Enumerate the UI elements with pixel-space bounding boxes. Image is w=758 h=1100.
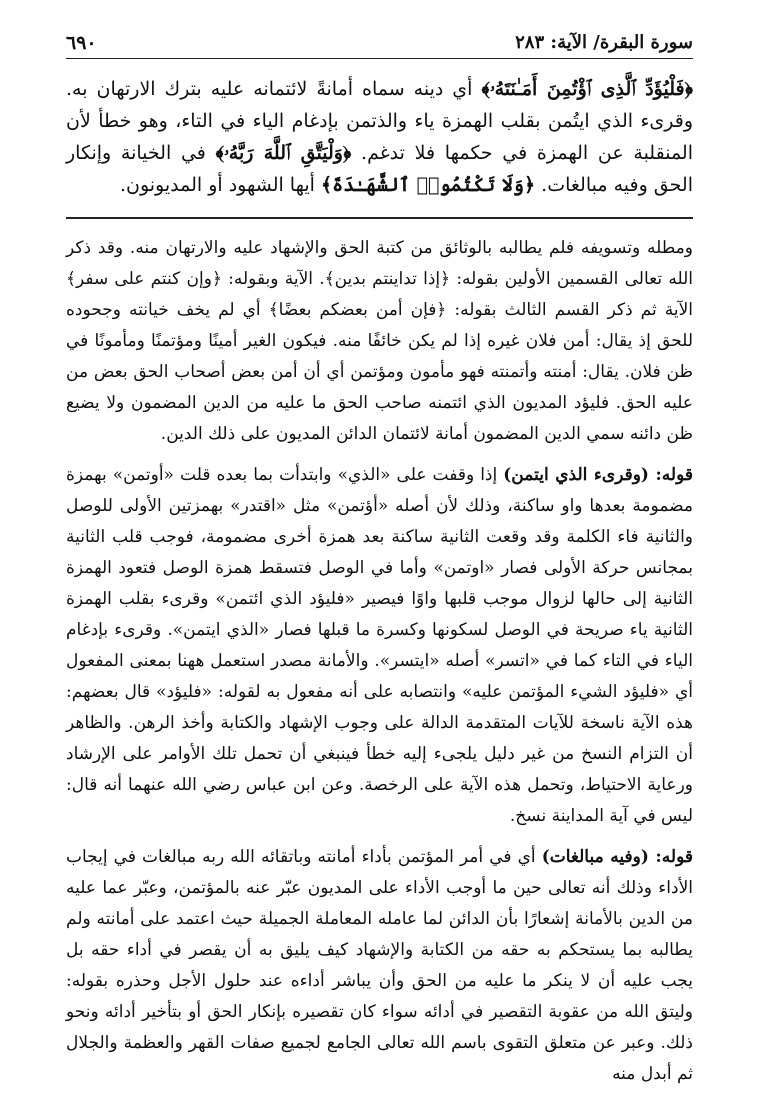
quran-verse-segment: ﴿وَلْيَتَّقِ ٱللَّهَ رَبَّهُۥ﴾ [215, 142, 352, 164]
page [66, 28, 693, 1100]
main-text-segment: أيها الشهود أو المديونون. [119, 174, 321, 196]
main-text-paragraph [66, 73, 693, 201]
commentary-paragraph [66, 233, 693, 450]
main-text-segment: في الخيانة وإنكار الحق وفيه مبالغات. [66, 142, 693, 196]
running-header [66, 28, 693, 59]
commentary-text: أي في أمر المؤتمن بأداء أمانته وباتقائه الله ربه مبالغات في إيجاب الأداء وذلك أنه تعالى حين ما أوجب الأداء على المديون عبّر عنه بالمؤتمن، وعبّر عما عليه من الدين بالأمانة إشعارًا بأن الدائن لما عامله المعاملة الجميلة حيث اعتمد على أمانته ولم يطالبه بما يستحكم به حقه من الكتابة والإشهاد كيف يليق به أن يقصر في أداء حقه بل يجب عليه أن لا ينكر ما عليه من الحق وأن يباشر أداءه عند حلول الأجل وحذره بقوله: وليتق الله من عقوبة التقصير في أدائه سواء كان تقصيره بإنكار الحق أو بتأخير أدائه ونحو ذلك. وعبر عن متعلق التقوى باسم الله تعالى الجامع لجميع صفات القهر والعظمة والجلال ثم أبدل منه [66, 847, 693, 1084]
page-number: ٦٩٠ [66, 32, 97, 54]
commentary-lead: قوله: (وفيه مبالغات) [541, 847, 693, 867]
commentary-lead: قوله: (وقرىء الذي ايتمن) [503, 465, 694, 485]
commentary-text: إذا وقفت على «الذي» وابتدأت بما بعده قلت «أوتمن» بهمزة مضمومة بعدها واو ساكنة، وذلك لأن أصله «أؤتمن» مثل «اقتدر» بهمزتين الأولى للوصل والثانية فاء الكلمة وقد وقعت الثانية ساكنة بعد همزة أخرى مضمومة، فوجب قلب الثانية بمجانس حركة الأولى فصار «اوتمن» وأما في الوصل فتسقط همزة الوصل فتعود الهمزة الثانية إلى حالها لزوال موجب قلبها واوًا فيصير «فليؤد الذي ائتمن» وقرىء بقلب الهمزة الثانية ياء صريحة في الوصل لسكونها وكسرة ما قبلها فصار «الذي ايتمن». وقرىء بإدغام الياء في التاء كما في «اتسر» أصله «ايتسر». والأمانة مصدر استعمل ههنا بمعنى المفعول أي «فليؤد الشيء المؤتمن عليه» وانتصابه على أنه مفعول به لقوله: «فليؤد» قال بعضهم: هذه الآية ناسخة للآيات المتقدمة الدالة على وجوب الإشهاد والكتابة وأخذ الرهن. والظاهر أن التزام النسخ من غير دليل يلجىء إليه خطأ فينبغي أن تحمل تلك الأوامر على الإرشاد ورعاية الاحتياط، وتحمل هذه الآية على الرخصة. وعن ابن عباس رضي الله عنهما أنه قال: ليس في آية المداينة نسخ. [66, 465, 693, 826]
commentary-text: ومطله وتسويفه فلم يطالبه بالوثائق من كتبة الحق والإشهاد عليه والارتهان منه. وقد ذكر الله تعالى القسمين الأولين بقوله: ﴿إذا تداينتم بدين﴾. الآية وبقوله: ﴿وإن كنتم على سفر﴾ الآية ثم ذكر القسم الثالث بقوله: ﴿فإن أمن بعضكم بعضًا﴾ أي لم يخف خيانته وجحوده للحق إذ يقال: أمن فلان غيره إذا لم يكن خائفًا منه. فيكون الغير أمينًا ومؤتمنًا ومأمونًا في ظن فلان. يقال: أمنته وأتمنته فهو مأمون ومؤتمن أي أن أمن بعض أصحاب الحق بعض من عليه الحق. فليؤد المديون الذي ائتمنه صاحب الحق ما عليه من الدين المضمون ولا يضيع ظن دائنه سمي الدين المضمون أمانة لائتمان الدائن المديون على ذلك الدين. [66, 238, 693, 444]
commentary-paragraph [66, 842, 693, 1090]
quran-verse-segment: ﴿وَلَا تَكْتُمُوا۟ ٱلشَّهَـٰدَةَ﴾ [320, 174, 536, 196]
surah-title: سورة البقرة/ الآية: ٢٨٣ [515, 32, 693, 53]
main-text [66, 73, 693, 201]
main-text-segment: أي دينه سماه أمانةً لائتمانه عليه بترك الارتهان به. وقرىء الذي ايتُمن بقلب الهمزة ياء والذتمن بإدغام الياء في التاء، وهو خطأ لأن المنقلبة عن الهمزة في حكمها فلا تدغم. [66, 78, 693, 164]
commentary-paragraph [66, 460, 693, 832]
section-divider [66, 217, 693, 219]
commentary [66, 233, 693, 1090]
quran-verse-segment: ﴿فَلْيُؤَدِّ ٱلَّذِى ٱؤْتُمِنَ أَمَـٰنَتَهُۥ﴾ [481, 78, 693, 100]
